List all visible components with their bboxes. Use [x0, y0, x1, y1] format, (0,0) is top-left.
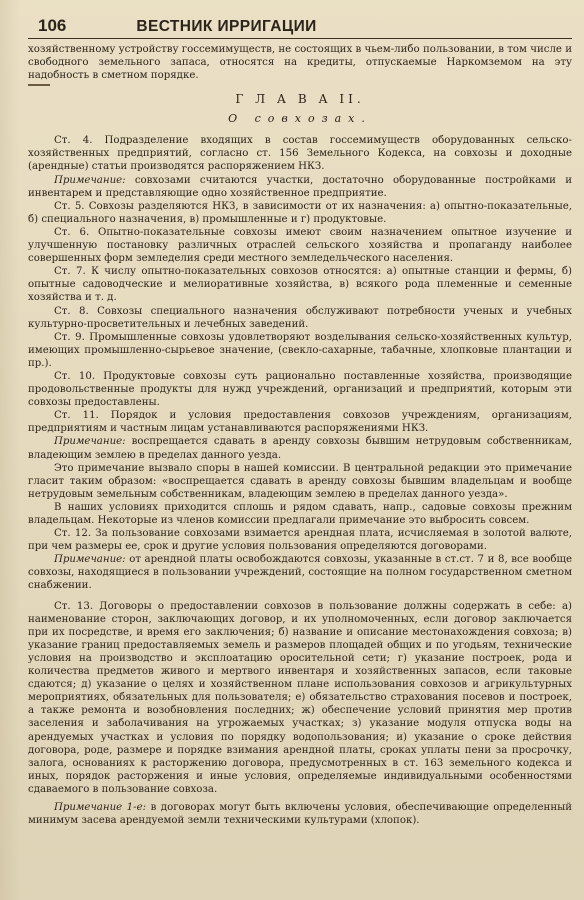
- article-11: Ст. 11. Порядок и условия предоставления совхозов учреждениям, организациям, предприятиям и частным лицам устанавливаются распоряжениями НКЗ.: [28, 410, 572, 435]
- article-4: Ст. 4. Подразделение входящих в состав госсемимуществ оборудованных сельско-хозяйственных предприятий, согласно ст. 156 Земельного Кодекса, на совхозы и доходные (арендные) статьи производятся распоряжением НКЗ.: [28, 135, 572, 173]
- article-11-note: [28, 435, 572, 461]
- article-9: Ст. 9. Промышленные совхозы удовлетворяют возделывания сельско-хозяйственных культур, имеющих промышленно-сырьевое значение, (свекло-сахарные, табачные, хлопковые плантации и пр.).: [28, 331, 572, 369]
- article-13-note: [28, 801, 572, 827]
- article-12-note: [28, 553, 572, 592]
- chapter-title: Г Л А В А II.: [235, 92, 365, 107]
- article-4-note: [28, 174, 572, 200]
- article-7: Ст. 7. К числу опытно-показательных совхозов относятся: а) опытные станции и фермы, б) опытные садоводческие и мелиоративные хозяйства, в) всякого рода племенные и семенные хозяйства и т. д.: [28, 266, 572, 304]
- journal-title: ВЕСТНИК ИРРИГАЦИИ: [136, 18, 317, 35]
- article-13: Ст. 13. Договоры о предоставлении совхозов в пользование должны содержать в себе: а) наименование сторон, заключающих договор, и их уполномоченных, если договор заключается при их посредстве, и время его заключения; б) название и описание местонахождения совхоза; в) указание границ предоставляемых земель и размеров площадей общих и по угодьям, технические условия на производство и эксплоатацию оросительной сети; г) указание построек, рода и количества предметов живого и мертвого инвентаря и хозяйственных запасов, если таковые сдаются; д) указание о целях и хозяйственном плане использования совхозов и агрикультурных мероприятиях, обязательных для пользователя; е) обязательство страхования посевов и построек, а также ремонта и возобновления последних; ж) обеспечение условий принятия мер против заселения и заболачивания на угрожаемых участках; з) указание модуля отпуска воды на арендуемых участках и условия по порядку водопользования; и) указание о сроке действия договора, роде, размере и порядке взимания арендной платы, сроках уплаты пени за просрочку, залога, основаниях к расторжению договора, предусмотренных в ст. 163 земельного кодекса и иных, порядок расторжения и иные условия, определяемые индивидуальными особенностями сдаваемого в пользование совхоза.: [28, 600, 572, 795]
- article-5: Ст. 5. Совхозы разделяются НКЗ, в зависимости от их назначения: а) опытно-показательные, б) специального назначения, в) промышленные и г) продуктовые.: [28, 200, 572, 225]
- note-text: совхозами считаются участки, достаточно оборудованные постройками и инвентарем и представляющие одно хозяйственное предприятие.: [28, 174, 572, 199]
- article-11-comment: Это примечание вызвало споры в нашей комиссии. В центральной редакции это примечание гласит таким образом: «воспрещается сдавать в аренду совхозы бывшим владельцам и вообще нетрудовым земельным собственникам, владеющим землею в пределах данного уезда».: [28, 462, 572, 500]
- chapter-subtitle: О совхозах.: [228, 112, 372, 126]
- note-text: воспрещается сдавать в аренду совхозы бывшим нетрудовым собственникам, владеющим землею в пределах данного уезда.: [28, 436, 572, 461]
- note-text: в договорах могут быть включены условия, обеспечивающие определенный минимум засева арендуемой земли техническими культурами (хлопок).: [28, 801, 573, 827]
- note-label: Примечание 1-е:: [54, 801, 147, 813]
- article-8: Ст. 8. Совхозы специального назначения обслуживают потребности ученых и учебных культурно-просветительных и лечебных заведений.: [28, 305, 572, 330]
- page-number: 106: [38, 16, 67, 35]
- article-11-comment-2: В наших условиях приходится сплошь и рядом сдавать, напр., садовые совхозы прежним владельцам. Некоторые из членов комиссии предлагали примечание это выбросить совсем.: [28, 501, 572, 526]
- article-6: Ст. 6. Опытно-показательные совхозы имеют своим назначением опытное изучение и улучшенную постановку различных отраслей сельского хозяйства и пропаганду наиболее совершенных форм земледелия среди местного земледельческого населения.: [28, 226, 572, 265]
- margin-mark: [28, 84, 50, 86]
- article-10: Ст. 10. Продуктовые совхозы суть рационально поставленные хозяйства, производящие продовольственные продукты для нужд учреждений, организаций и предприятий, которым эти совхозы предоставлены.: [28, 370, 572, 409]
- intro-paragraph: хозяйственному устройству госсемимуществ, не состоящих в чьем-либо пользовании, в том числе и свободного земельного запаса, относятся на кредиты, отпускаемые Наркомземом на эту надобность в сметном порядке.: [28, 44, 572, 82]
- article-12: Ст. 12. За пользование совхозами взимается арендная плата, исчисляемая в золотой валюте, при чем размеры ее, срок и другие условия пользования определяются договорами.: [28, 528, 572, 553]
- running-header: [28, 16, 572, 39]
- spacer: [28, 593, 572, 600]
- note-label: Примечание:: [54, 174, 126, 186]
- note-label: Примечание:: [54, 554, 126, 566]
- note-label: Примечание:: [54, 436, 126, 448]
- note-text: от арендной платы освобождаются совхозы, указанные в ст.ст. 7 и 8, все вообще совхозы, находящиеся в пользовании учреждений, состоящие на полном государственном сметном снабжении.: [28, 554, 572, 592]
